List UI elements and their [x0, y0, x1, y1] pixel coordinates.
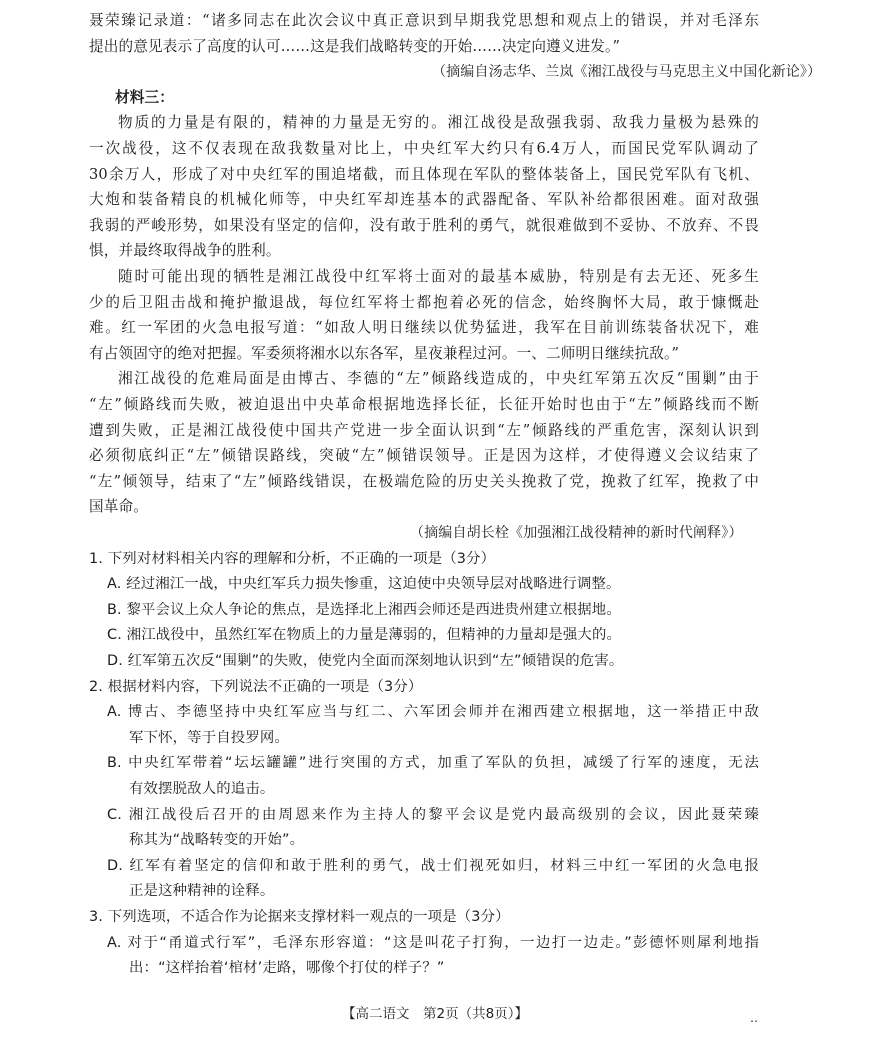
option-a: A. 经过湘江一战，中央红军兵力损失惨重，这迫使中央领导层对战略进行调整。 [107, 576, 621, 593]
text-line: 有占领固守的绝对把握。军委须将湘水以东各军，星夜兼程过河。一、二师明日继续抗敌。” [89, 344, 680, 362]
option-d: D. 红军第五次反“围剿”的失败，使党内全面而深刻地认识到“左”倾错误的危害。 [107, 653, 624, 669]
text-line: 一次战役，这不仅表现在敌我数量对比上，中央红军大约只有6.4万人，而国民党军队调动了 [89, 140, 759, 157]
text-line: 聂荣臻记录道：“诸多同志在此次会议中真正意识到早期我党思想和观点上的错误，并对毛泽东 [89, 12, 759, 29]
page-footer: 【高二语文 第2页（共8页）】 [342, 1006, 528, 1022]
option-a-continued: 出：“这样抬着‘棺材’走路，哪像个打仗的样子？” [129, 960, 445, 977]
text-line: 物质的力量是有限的，精神的力量是无穷的。湘江战役是敌强我弱、敌我力量极为悬殊的 [118, 114, 759, 132]
question-stem: 1. 下列对材料相关内容的理解和分析，不正确的一项是（3分） [89, 550, 496, 567]
text-line: 30余万人，形成了对中央红军的围追堵截，而且体现在军队的整体装备上，国民党军队有飞机、 [89, 165, 759, 183]
option-a-continued: 军下怀，等于自投罗网。 [129, 729, 289, 746]
text-line: 难。红一军团的火急电报写道：“如敌人明日继续以优势猛进，我军在目前训练装备状况下，难 [89, 319, 759, 337]
option-c-continued: 称其为“战略转变的开始”。 [129, 832, 305, 849]
text-line: 大炮和装备精良的机械化师等，中央红军却连基本的武器配备、军队补给都很困难。面对敌强 [89, 191, 759, 209]
option-a: A. 对于“甬道式行军”，毛泽东形容道：“这是叫花子打狗，一边打一边走。”彭德怀则犀利地指 [107, 934, 759, 951]
option-b-continued: 有效摆脱敌人的追击。 [129, 781, 275, 797]
text-line: 随时可能出现的牺牲是湘江战役中红军将士面对的最基本威胁，特别是有去无还、死多生 [118, 268, 759, 285]
question-stem: 2. 根据材料内容，下列说法不正确的一项是（3分） [89, 678, 423, 695]
option-b: B. 黎平会议上众人争论的焦点，是选择北上湘西会师还是西进贵州建立根据地。 [107, 601, 621, 618]
source-citation: （摘编自汤志华、兰岚《湘江战役与马克思主义中国化新论》） [432, 64, 822, 81]
text-line: 国革命。 [89, 498, 148, 516]
text-line: 提出的意见表示了高度的认可……这是我们战略转变的开始……决定向遵义进发。” [89, 37, 621, 55]
corner-mark: ‥ [750, 1011, 759, 1025]
section-heading: 材料三： [115, 88, 174, 106]
option-c: C. 湘江战役后召开的由周恩来作为主持人的黎平会议是党内最高级别的会议，因此聂荣臻 [107, 806, 759, 823]
text-line: 惧，并最终取得战争的胜利。 [89, 242, 281, 260]
option-d-continued: 正是这种精神的诠释。 [129, 883, 275, 900]
text-line: 湘江战役的危难局面是由博古、李德的“左”倾路线造成的，中央红军第五次反“围剿”由于 [118, 370, 759, 388]
text-line: “左”倾领导，结束了“左”倾路线错误，在极端危险的历史关头挽救了党，挽救了红军，挽救了中 [89, 472, 759, 490]
question-stem: 3. 下列选项，不适合作为论据来支撑材料一观点的一项是（3分） [89, 909, 510, 925]
text-line: 必须彻底纠正“左”倾错误路线，突破“左”倾错误领导。正是因为这样，才使得遵义会议结束了 [89, 447, 759, 465]
option-d: D. 红军有着坚定的信仰和敢于胜利的勇气，战士们视死如归，材料三中红一军团的火急电报 [107, 857, 759, 874]
text-line: 遭到失败，正是湘江战役使中国共产党进一步全面认识到“左”倾路线的严重危害，深刻认识到 [89, 421, 759, 439]
source-citation: （摘编自胡长栓《加强湘江战役精神的新时代阐释》） [410, 525, 743, 541]
text-line: “左”倾路线而失败，被迫退出中央革命根据地选择长征，长征开始时也由于“左”倾路线而不断 [89, 396, 759, 413]
option-a: A. 博古、李德坚持中央红军应当与红二、六军团会师并在湘西建立根据地，这一举措正中敌 [107, 704, 759, 721]
option-b: B. 中央红军带着“坛坛罐罐”进行突围的方式，加重了军队的负担，减缓了行军的速度，无法 [107, 755, 759, 772]
text-line: 我弱的严峻形势，如果没有坚定的信仰，没有敢于胜利的勇气，就很难做到不妥协、不放弃、不畏 [89, 216, 759, 234]
text-line: 少的后卫阻击战和掩护撤退战，每位红军将士都抱着必死的信念，始终胸怀大局，敢于慷慨赴 [89, 293, 759, 311]
option-c: C. 湘江战役中，虽然红军在物质上的力量是薄弱的，但精神的力量却是强大的。 [107, 627, 622, 644]
